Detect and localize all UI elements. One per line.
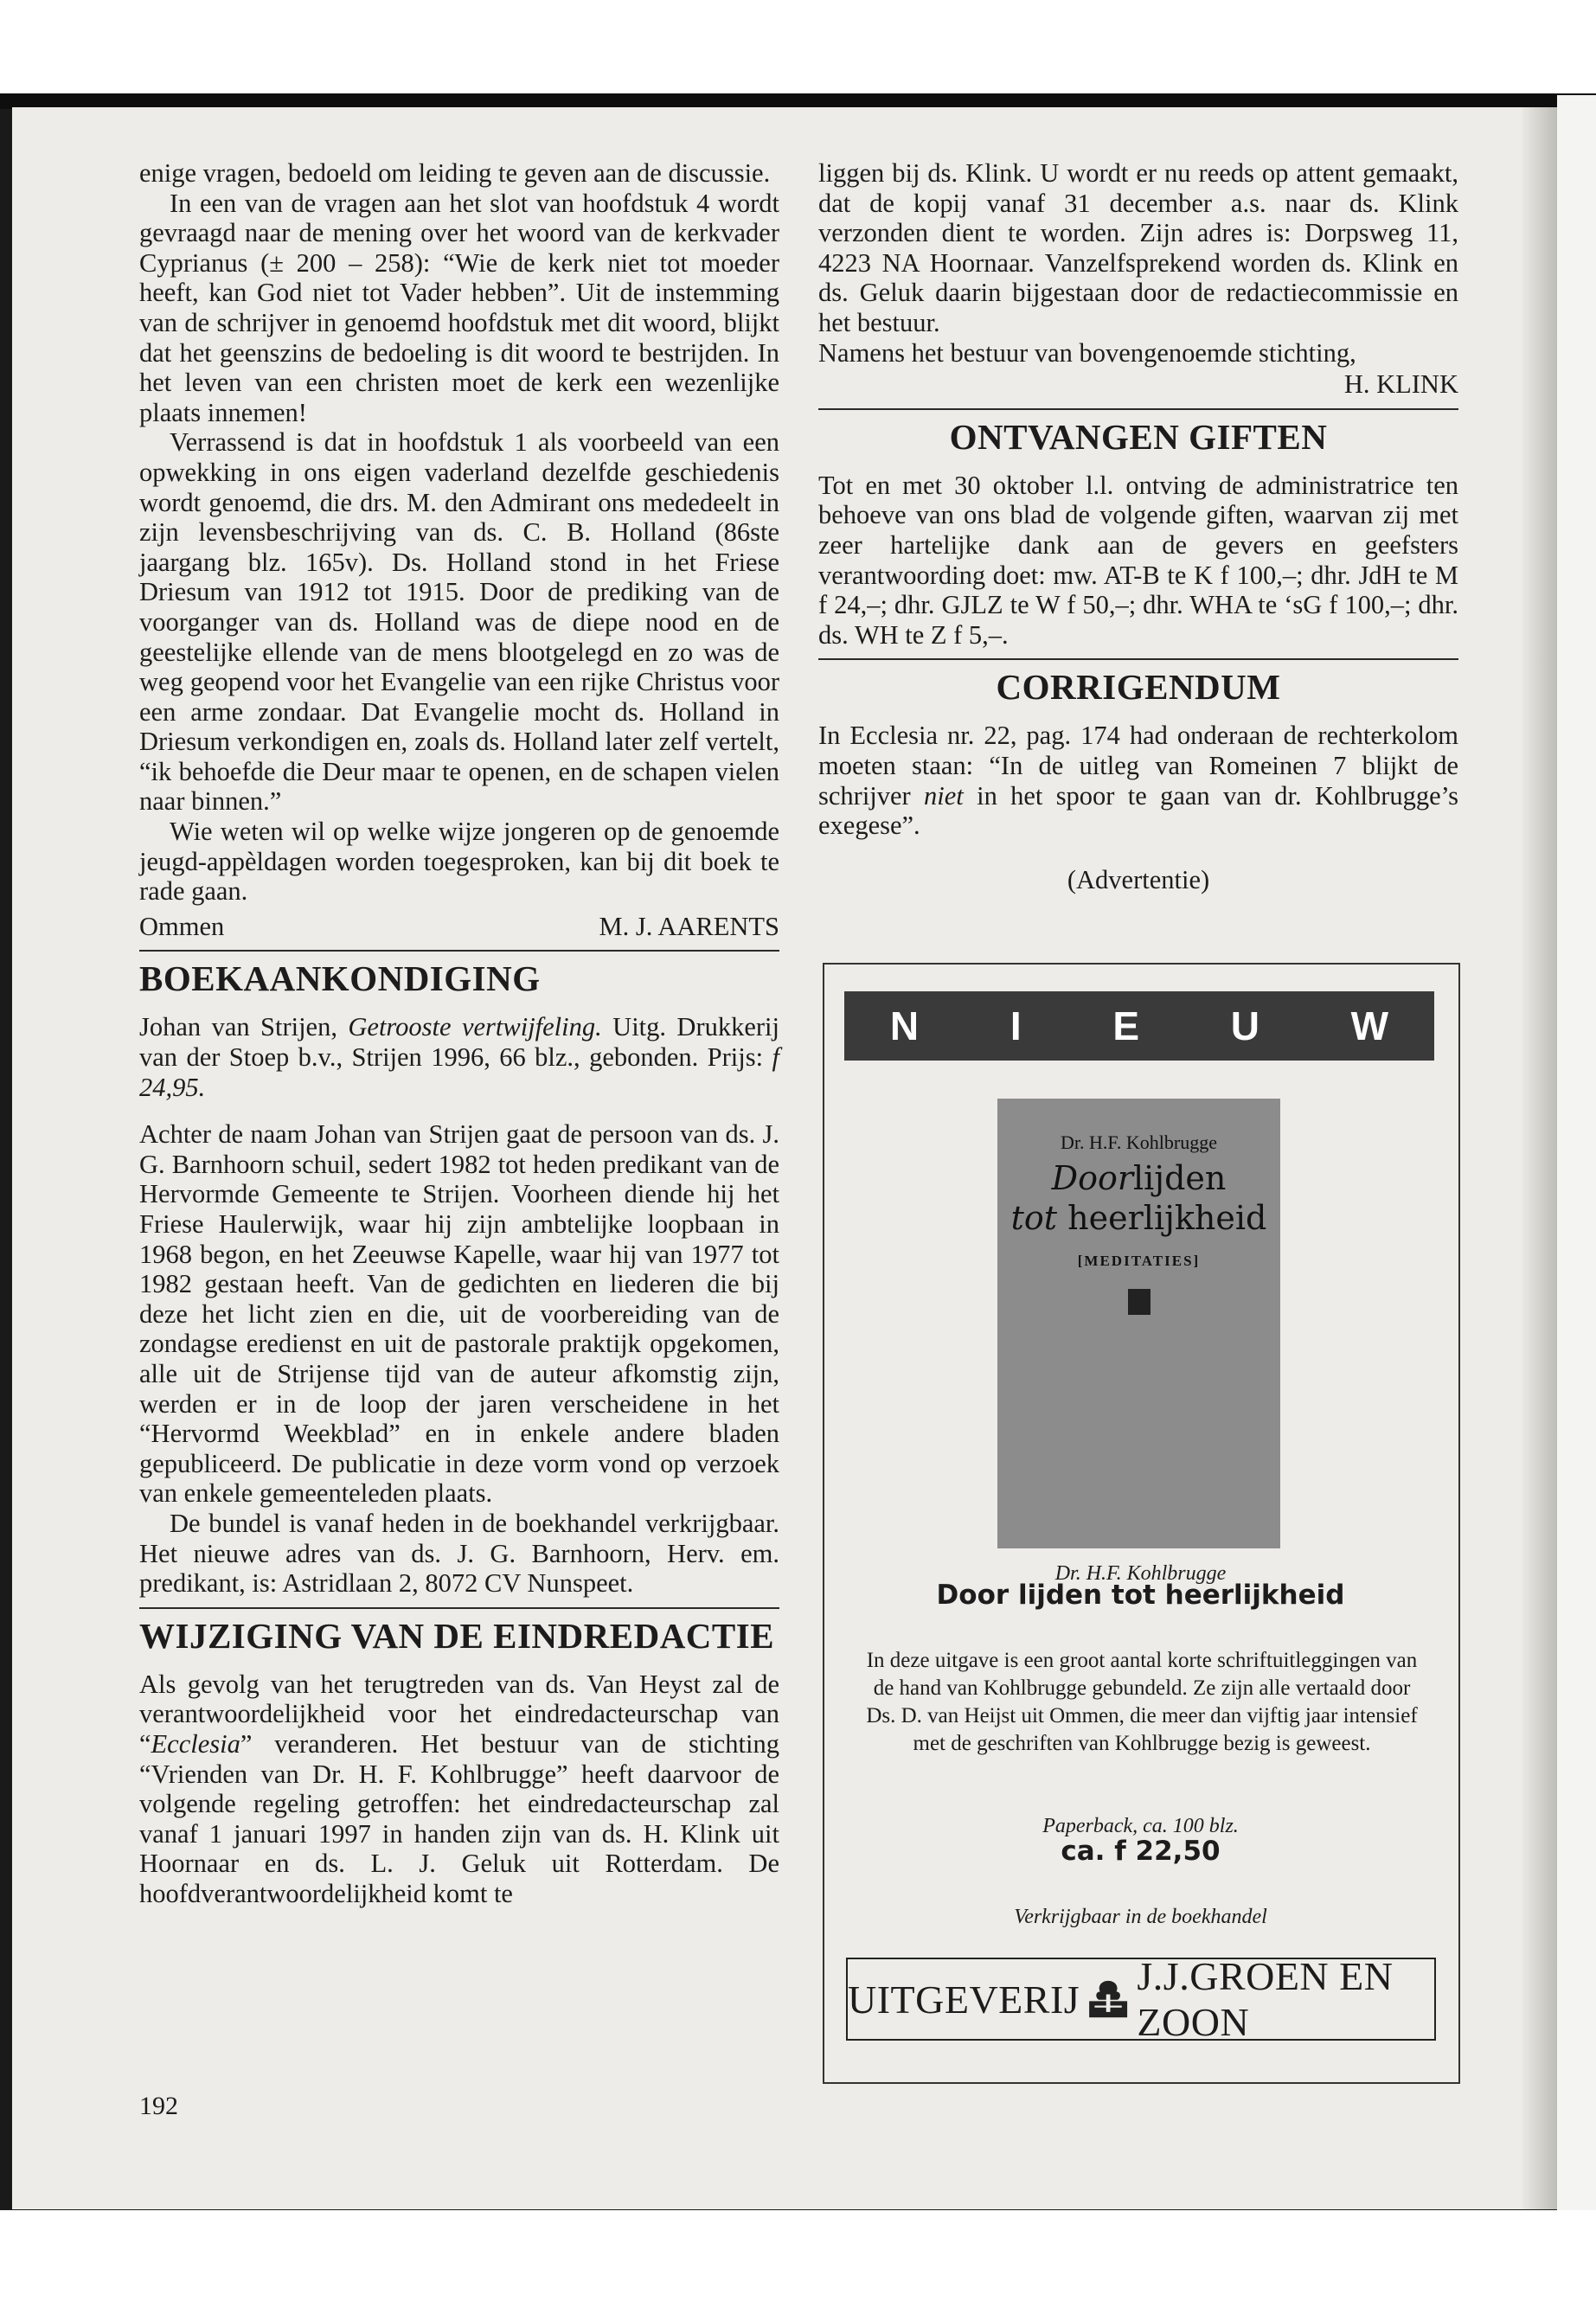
ad-availability: Verkrijgbaar in de boekhandel (1014, 1906, 1267, 1928)
book-details: Uitg. Drukkerij van der Stoep b.v., Strijen 1996, 66 blz., gebonden. Prijs: (139, 1012, 780, 1073)
paragraph: Tot en met 30 oktober l.l. ontving de administratrice ten behoeve van ons blad de volgende giften, waarvan zij met zeer hartelijke dank aan de gevers en geefsters verantwoording doet: mw. AT-B te K f 100,–; dhr. JdH te M f 24,–; dhr. GJLZ te W f 50,–; dhr. WHA te ‘sG f 100,–; dhr. ds. WH te Z f 5,–. (818, 470, 1458, 650)
magazine-name: Ecclesia (151, 1728, 240, 1759)
divider (139, 950, 779, 952)
paragraph: Wie weten wil op welke wijze jongeren op de genoemde jeugd-appèldagen worden toegesproken, kan bij dit boek te rade gaan. (139, 817, 779, 907)
scan-bottom-margin (0, 2210, 1596, 2301)
banner-letter: I (1010, 1003, 1022, 1048)
banner-letter: E (1112, 1003, 1139, 1048)
publisher-name-right: J.J.GROEN EN ZOON (1137, 1954, 1394, 2044)
paragraph: In Ecclesia nr. 22, pag. 174 had onderaan de rechterkolom moeten staan: “In de uitleg van Romeinen 7 blijkt de schrijver niet in het spoor te gaan van dr. Kohlbrugge’s exegese”. (818, 721, 1459, 841)
left-column (139, 158, 779, 1908)
heading-wijziging: WIJZIGING VAN DE EINDREDACTIE (139, 1615, 775, 1656)
cover-title-line2: tot heerlijkheid (1010, 1199, 1267, 1237)
cover-title-line1: Doorlijden (1051, 1159, 1227, 1197)
publisher-emblem-icon (1086, 1971, 1130, 2028)
publisher-logo-icon (1128, 1289, 1151, 1315)
signature (139, 912, 779, 942)
heading-ontvangen-giften: ONTVANGEN GIFTEN (949, 416, 1328, 457)
paragraph: Als gevolg van het terugtreden van ds. Van Heyst zal de verantwoordelijkheid voor het eindredacteurschap van “Ecclesia” veranderen. Het bestuur van de stichting “Vrienden van Dr. H. F. Kohlbrugge” heeft daarvoor de volgende regeling getroffen: het eindredacteurschap zal vanaf 1 januari 1997 in handen zijn van ds. H. Klink uit Hoornaar en ds. L. J. Geluk uit Rotterdam. De hoofdverantwoordelijkheid komt te (139, 1669, 779, 1908)
divider (139, 1607, 779, 1609)
paragraph: Achter de naam Johan van Strijen gaat de persoon van ds. J. G. Barnhoorn schuil, sedert 1982 tot heden predikant van de Hervormde Gemeente te Strijen. Voorheen diende hij het Friese Haulerwijk, waar hij zijn ambtelijke loopbaan in 1968 begon, en het Zeeuwse Kapelle, waar hij van 1977 tot 1982 gestaan heeft. Van de gedichten en liederen die bij deze het licht zien en die, uit de voorbereiding van de zondagse eredienst en uit de pastorale praktijk opgekomen, alle uit de Strijense tijd van de auteur afkomstig zijn, werden er in de loop der jaren verscheidene in het “Hervormd Weekblad” en in enkele andere bladen gepubliceerd. De publicatie in deze vorm vond op verzoek van enkele gemeenteleden plaats. (139, 1119, 779, 1509)
signature-name: H. KLINK (1343, 369, 1458, 400)
ad-title: Door lijden tot heerlijkheid (936, 1580, 1345, 1611)
book-reference (139, 1012, 779, 1102)
heading-corrigendum: CORRIGENDUM (996, 667, 1281, 708)
divider (818, 408, 1458, 410)
page-binding-shadow (1522, 107, 1557, 2209)
page-number: 192 (139, 2092, 178, 2120)
cover-subtitle: [MEDITATIES] (1077, 1253, 1201, 1269)
paragraph: De bundel is vanaf heden in de boekhandel verkrijgbaar. Het nieuwe adres van ds. J. G. Barnhoorn, Herv. em. predikant, is: Astridlaan 2, 8072 CV Nunspeet. (139, 1508, 779, 1599)
paragraph: Verrassend is dat in hoofdstuk 1 als voorbeeld van een opwekking in ons eigen vaderland dezelfde geschiedenis wordt genoemd, die drs. M. den Admirant ons mededeelt in zijn levensbeschrijving van ds. C. B. Holland (86ste jaargang blz. 165v). Ds. Holland stond in het Friese Driesum van 1912 tot 1915. Door de prediking van de voorganger van ds. Holland was de diepe nood en de geestelijke ellende van de mens blootgelegd en zo was de weg geopend voor het Evangelie van een rijke Christus voor een arme zondaar. Dat Evangelie mocht ds. Holland in Driesum verkondigen en, zoals ds. Holland later zelf vertelt, “ik behoefde die Deur maar te openen, en de schapen vielen naar binnen.” (139, 427, 779, 817)
emphasis: niet (924, 780, 964, 811)
ad-format: Paperback, ca. 100 blz. (1042, 1815, 1239, 1837)
signature-name: M. J. AARENTS (599, 911, 779, 941)
scan-top-margin (0, 0, 1596, 95)
paragraph: Namens het bestuur van bovengenoemde stichting, (818, 337, 1356, 368)
publisher-name-left: UITGEVERIJ (848, 1977, 1080, 2022)
book-title: Getrooste vertwijfeling. (348, 1012, 602, 1042)
book-cover (997, 1099, 1280, 1548)
signature-place: Ommen (139, 911, 225, 941)
advertisement-label: (Advertentie) (1067, 864, 1210, 894)
publisher-box (846, 1954, 1436, 2044)
book-author: Johan van Strijen, (139, 1012, 337, 1042)
ad-author: Dr. H.F. Kohlbrugge (1054, 1562, 1227, 1585)
scan-side-margin (1557, 95, 1596, 2301)
banner-letter: N (889, 1003, 920, 1048)
ad-price: ca. f 22,50 (1061, 1836, 1221, 1867)
ad-description: In deze uitgave is een groot aantal korte schriftuitleggingen van de hand van Kohlbrugge gebundeld. Ze zijn alle vertaald door Ds. D. van Heijst uit Ommen, die meer dan vijftig jaar intensief met de geschriften van Kohlbrugge bezig is geweest. (866, 1649, 1418, 1755)
book-price: f 24,95. (139, 1042, 780, 1102)
nieuw-banner (844, 991, 1434, 1061)
banner-letter: W (1350, 1003, 1389, 1048)
right-column (818, 158, 1458, 908)
banner-letter: U (1230, 1003, 1259, 1048)
heading-boekaankondiging: BOEKAANKONDIGING (139, 958, 541, 999)
divider (818, 658, 1458, 660)
cover-author: Dr. H.F. Kohlbrugge (1061, 1131, 1217, 1153)
paragraph: liggen bij ds. Klink. U wordt er nu reeds op attent gemaakt, dat de kopij vanaf 31 december a.s. naar ds. Klink verzonden dient te worden. Zijn adres is: Dorpsweg 11, 4223 NA Hoornaar. Vanzelfsprekend worden ds. Klink en ds. Geluk daarin bijgestaan door de redactiecommissie en het bestuur. (818, 158, 1458, 337)
paragraph: In een van de vragen aan het slot van hoofdstuk 4 wordt gevraagd naar de mening over het woord van de kerkvader Cyprianus (± 200 – 258): “Wie de kerk niet tot moeder heeft, kan God niet tot Vader hebben”. Uit de instemming van de schrijver in genoemd hoofdstuk met dit woord, blijkt dat het geenszins de bedoeling is dit woord te bestrijden. In het leven van een christen moet de kerk een wezenlijke plaats innemen! (139, 188, 779, 427)
paragraph: enige vragen, bedoeld om leiding te geven aan de discussie. (139, 158, 771, 188)
